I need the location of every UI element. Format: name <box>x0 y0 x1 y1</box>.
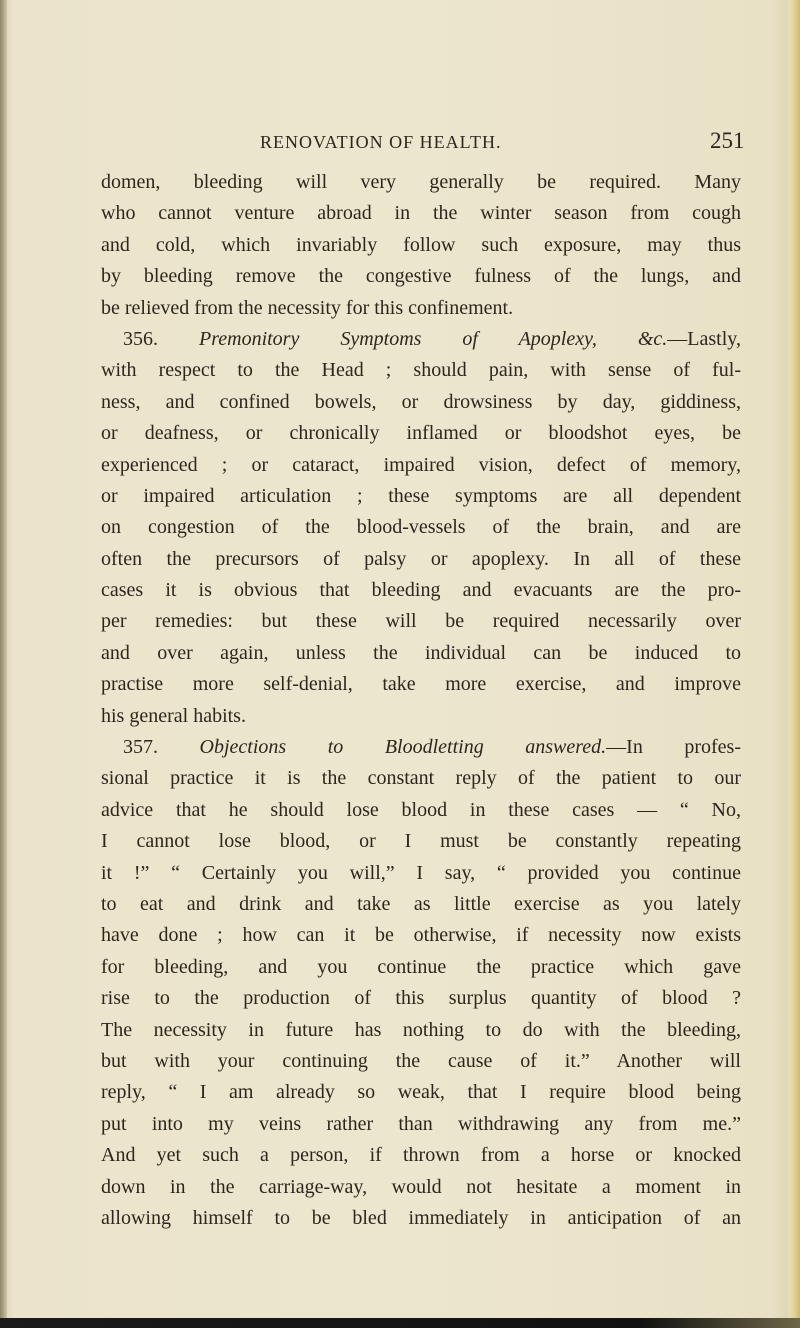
text-line: his general habits. <box>101 704 246 727</box>
text-line: rise to the production of this surplus quantity of blood ? <box>101 987 741 1010</box>
text-line: by bleeding remove the congestive fulness of the lungs, and <box>101 265 741 288</box>
body-text <box>101 167 741 1234</box>
text-line: And yet such a person, if thrown from a horse or knocked <box>101 1144 741 1167</box>
text-line: have done ; how can it be otherwise, if necessity now exists <box>101 924 741 947</box>
section-number: 357. <box>123 736 158 759</box>
running-head <box>0 128 800 156</box>
text-line: who cannot venture abroad in the winter season from cough <box>101 202 741 225</box>
page-number: 251 <box>710 128 745 153</box>
section-number: 356. <box>123 327 158 350</box>
page-fore-edge <box>788 0 800 1328</box>
text-line: practise more self-denial, take more exercise, and improve <box>101 673 741 696</box>
text-line: or impaired articulation ; these symptoms are all dependent <box>101 484 741 507</box>
text-line: put into my veins rather than withdrawing any from me.” <box>101 1112 741 1135</box>
text-line: for bleeding, and you continue the practice which gave <box>101 955 741 978</box>
text-line: but with your continuing the cause of it.” Another will <box>101 1049 741 1072</box>
section-heading: Objections to Bloodletting answered. <box>199 736 607 759</box>
text-line: it !” “ Certainly you will,” I say, “ provided you continue <box>101 861 741 884</box>
text-line: often the precursors of palsy or apoplexy. In all of these <box>101 547 741 570</box>
section-356-heading-line <box>101 324 741 355</box>
text-line: sional practice it is the constant reply of the patient to our <box>101 767 741 790</box>
text-line: be relieved from the necessity for this confinement. <box>101 296 514 319</box>
running-title: RENOVATION OF HEALTH. <box>260 132 502 152</box>
scan-bottom-edge <box>0 1318 800 1328</box>
text-line: reply, “ I am already so weak, that I require blood being <box>101 1081 741 1104</box>
text-line: domen, bleeding will very generally be required. Many <box>101 171 741 193</box>
text-line: cases it is obvious that bleeding and evacuants are the pro- <box>101 579 741 602</box>
text-line: or deafness, or chronically inflamed or bloodshot eyes, be <box>101 422 741 445</box>
text-line: ness, and confined bowels, or drowsiness by day, giddiness, <box>101 390 741 413</box>
page-gutter-edge <box>0 0 7 1328</box>
text-line: and cold, which invariably follow such exposure, may thus <box>101 233 741 256</box>
text-line: allowing himself to be bled immediately in anticipation of an <box>101 1206 741 1229</box>
section-heading-rest: —In profes- <box>606 736 741 759</box>
section-heading: Premonitory Symptoms of Apoplexy, &c. <box>198 327 668 350</box>
text-line: to eat and drink and take as little exercise as you lately <box>101 892 741 915</box>
text-line: down in the carriage-way, would not hesitate a moment in <box>101 1175 741 1198</box>
section-357-heading-line <box>101 732 741 763</box>
text-line: I cannot lose blood, or I must be constantly repeating <box>101 830 741 853</box>
text-line: per remedies: but these will be required necessarily over <box>101 610 741 633</box>
text-line: advice that he should lose blood in these cases — “ No, <box>101 798 741 821</box>
text-line: experienced ; or cataract, impaired vision, defect of memory, <box>101 453 741 476</box>
text-line: with respect to the Head ; should pain, with sense of ful- <box>101 359 741 382</box>
text-line: and over again, unless the individual can be induced to <box>101 641 741 664</box>
text-line: on congestion of the blood-vessels of the brain, and are <box>101 516 741 539</box>
text-line: The necessity in future has nothing to do with the bleeding, <box>101 1018 741 1041</box>
section-heading-rest: —Lastly, <box>667 327 741 350</box>
